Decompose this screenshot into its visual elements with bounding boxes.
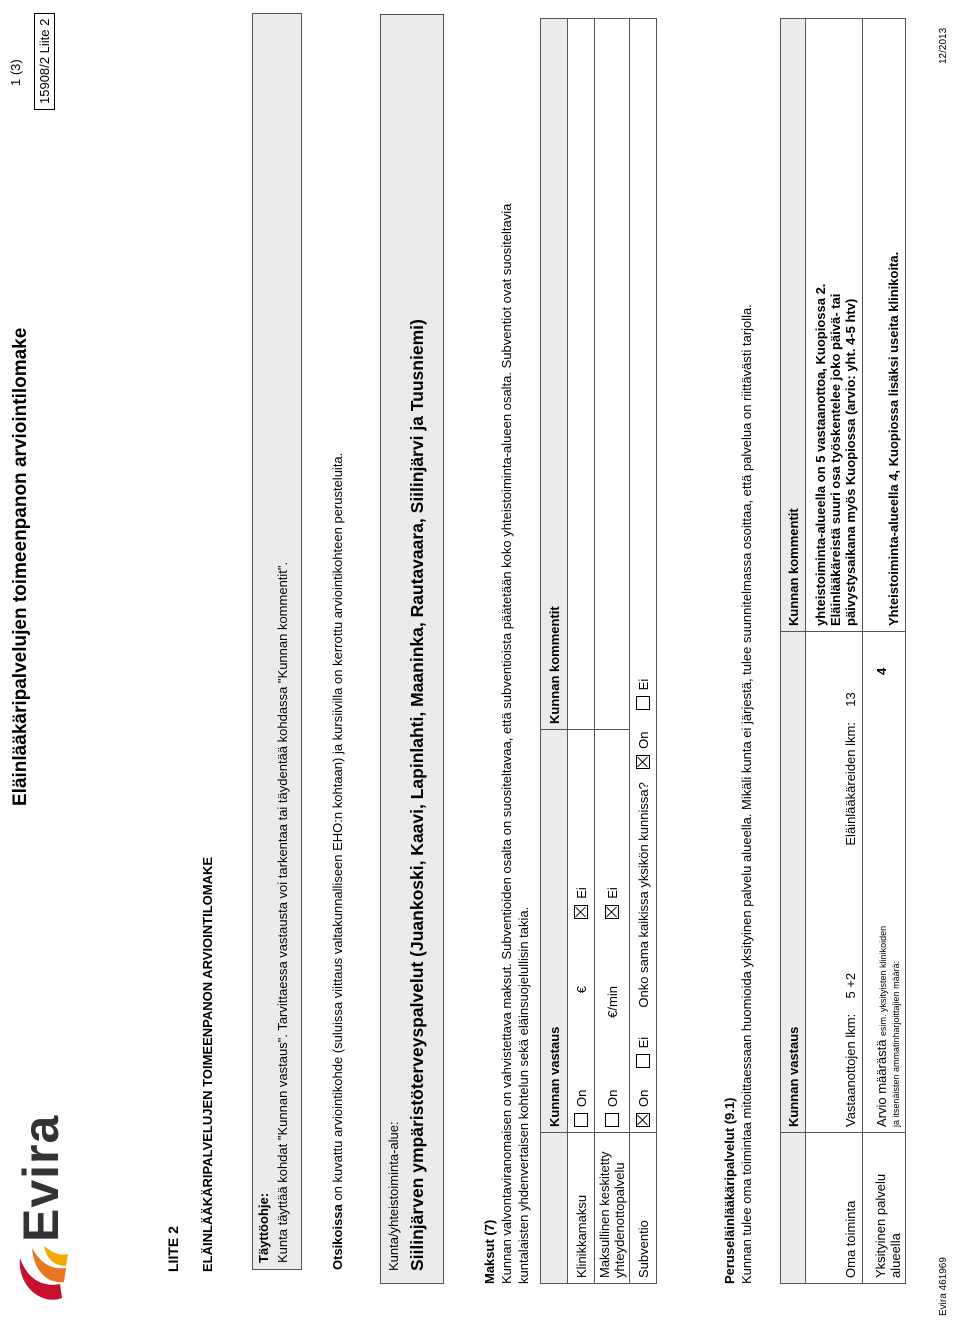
checkbox-on[interactable] (605, 1113, 619, 1127)
page-title: Eläinlääkäripalvelujen toimeenpanon arviointilomake (10, 327, 31, 806)
otsikot-rest: on kuvattu arviointikohde (suluissa viittaus valtakunnalliseen EHO:n kohtaan) ja kursiivilla on kerrottu arviointikohteen perusteluita. (330, 452, 345, 1205)
maksut-text-2: kuntalaisten yhdenvertaisen kohtelun sekä eläinsuojelullisin takia. (516, 906, 531, 1284)
yhteydenotto-answer: On €/min Ei (595, 730, 630, 1133)
vastaanotot-value[interactable]: 5 +2 (843, 972, 858, 999)
yksityinen-answer: Arvio määrästä esim. yksityisten klinikoiden 4 ja itsenäisten ammatinharjoittajien määrä: (863, 632, 906, 1133)
kunta-name: Siilinjärven ympäristöterveyspalvelut (Juankoski, Kaavi, Lapinlahti, Maaninka, Rautavaara, Siilinjärvi ja Tuusniemi) (407, 319, 427, 1271)
comment-cell[interactable] (568, 19, 595, 730)
footer-right: 12/2013 (938, 27, 949, 64)
table-row (595, 19, 630, 1284)
unit-label: €/min (604, 986, 620, 1018)
elainlaakarit-value[interactable]: 13 (843, 692, 858, 707)
maksut-text-1: Kunnan valvontaviranomaisen on vahvistettava maksut. Subventioiden osalta on suositeltavaa, että subventioista päätetään koko yhteistoiminta-alueen osalta. Subventiot ovat suositeltavia (499, 203, 514, 1284)
instructions-text: Kunta täyttää kohdat "Kunnan vastaus". Tarvittaessa vastausta voi tarkentaa tai täydentää kohdassa "Kunnan kommentit". (275, 561, 290, 1263)
reference-box: 15908/2 Liite 2 (34, 13, 55, 110)
table-row (630, 19, 657, 1284)
table-row (806, 19, 863, 1284)
row-label: Yksityinen palvelu alueella (863, 1133, 906, 1284)
oma-answer: Vastaanottojen lkm: 5 +2 Eläinlääkäreiden lkm: 13 (806, 632, 863, 1133)
row-label: Maksullinen keskitetty yhteydenottopalvelu (595, 1133, 630, 1284)
yksityinen-comment[interactable]: Yhteistoiminta-alueella 4, Kuopiossa lisäksi useita klinikoita. (863, 19, 906, 632)
comment-cell[interactable] (595, 19, 630, 730)
col-vastaus: Kunnan vastaus (781, 632, 806, 1133)
oma-comment[interactable]: yhteistoiminta-alueella on 5 vastaanottoa, Kuopiossa 2. Eläinlääkäreistä suuri osa työskentelee joko päivä- tai päivystysaikana myös Kuopiossa (arvio: yht. 4-5 htv) (806, 19, 863, 632)
perus-heading: Peruseläinlääkäripalvelut (9.1) (722, 1097, 737, 1284)
checkbox-ei[interactable] (605, 905, 619, 919)
klinikkamaksu-answer: On € Ei (568, 730, 595, 1133)
footer-left: Evira 461969 (938, 1257, 949, 1316)
question-checkbox-ei[interactable] (636, 696, 650, 710)
page-number: 1 (3) (8, 59, 23, 86)
evira-swirl-icon (12, 1244, 72, 1306)
otsikot-note (330, 453, 345, 1270)
question-label: Onko sama kaikissa yksikön kunnissa? (635, 782, 651, 1008)
row-label: Subventio (630, 1133, 657, 1284)
checkbox-on[interactable] (574, 1113, 588, 1127)
kunta-box (380, 14, 444, 1284)
col-kommentit: Kunnan kommentit (541, 19, 568, 730)
maksut-heading: Maksut (7) (482, 1219, 497, 1284)
instructions-title: Täyttöohje: (256, 1192, 271, 1263)
form-heading: ELÄINLÄÄKÄRIPALVELUJEN TOIMEENPANON ARVIOINTILOMAKE (200, 856, 215, 1272)
unit-label: € (573, 986, 589, 994)
question-checkbox-on[interactable] (636, 755, 650, 769)
row-label: Oma toiminta (806, 1133, 863, 1284)
perus-text-1: Kunnan tulee oma toimintaa mitoittaessaan huomioida yksityinen palvelu alueella. Mikäli kunta ei järjestä, tulee suunnitelmassa osoittaa, että palvelua on riittävästi tarjolla. (739, 304, 754, 1284)
table-row (568, 19, 595, 1284)
liite-heading: LIITE 2 (165, 1226, 181, 1272)
instructions-box (252, 13, 302, 1270)
row-label: Klinikkamaksu (568, 1133, 595, 1284)
checkbox-on[interactable] (636, 1113, 650, 1127)
perus-table (780, 18, 906, 1284)
otsikot-lead: Otsikoissa (330, 1204, 345, 1270)
table-row (863, 19, 906, 1284)
table-header-row (541, 19, 568, 1284)
subventio-answer: On Ei Onko sama kaikissa yksikön kunnissa? On Ei (630, 19, 657, 1133)
evira-logo (12, 1114, 72, 1306)
col-kommentit: Kunnan kommentit (781, 19, 806, 632)
kunta-label: Kunta/yhteistoiminta-alue: (386, 1121, 401, 1271)
logo-text: Evira (13, 1114, 69, 1242)
yksityinen-value[interactable]: 4 (874, 667, 889, 675)
col-vastaus: Kunnan vastaus (541, 730, 568, 1133)
table-header-row (781, 19, 806, 1284)
maksut-table (540, 18, 657, 1284)
checkbox-ei[interactable] (574, 905, 588, 919)
checkbox-ei[interactable] (636, 1054, 650, 1068)
